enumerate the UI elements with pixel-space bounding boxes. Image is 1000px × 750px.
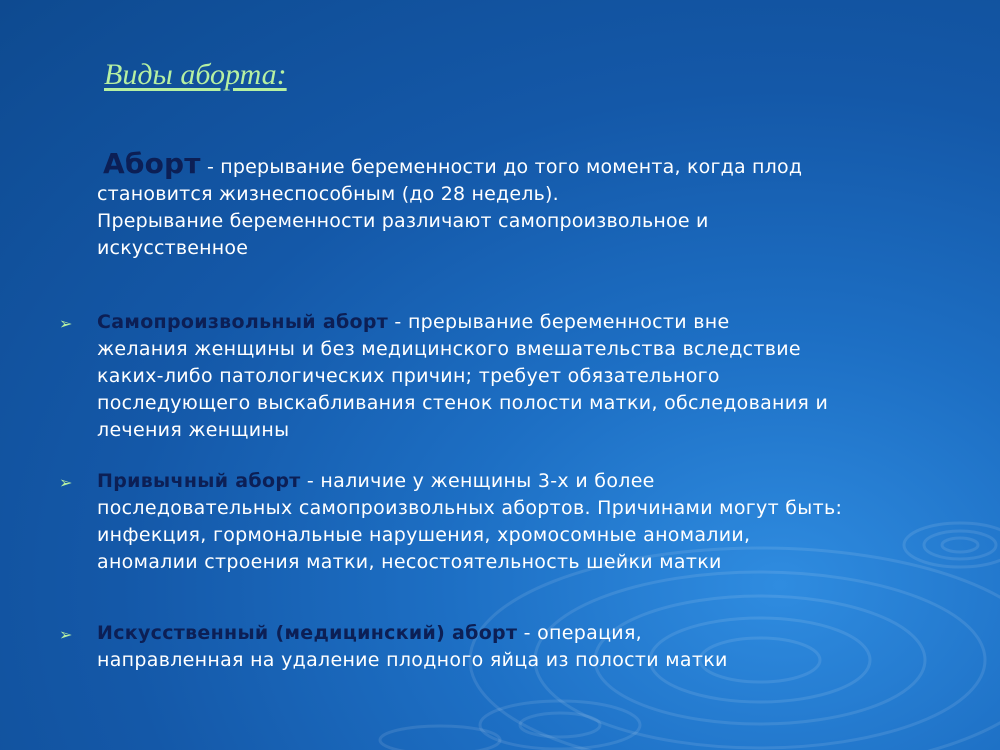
bullet-line-2: направленная на удаление плодного яйца из полости матки (97, 649, 728, 671)
bullet-arrow-icon: ➢ (59, 473, 73, 492)
bullet-term: Привычный аборт (97, 470, 301, 492)
bullet-line-2: последовательных самопроизвольных абортов. Причинами могут быть: (97, 497, 843, 519)
bullet-line-4: последующего выскабливания стенок полости матки, обследования и (97, 392, 829, 414)
bullet-line-4: аномалии строения матки, несостоятельность шейки матки (97, 551, 722, 573)
bullet-line-1: наличие у женщины 3-х и более (320, 470, 655, 492)
definition-line-1: прерывание беременности до того момента, когда плод (220, 156, 803, 178)
bullet-dash: - (300, 470, 321, 492)
bullet-arrow-icon: ➢ (59, 314, 73, 333)
bullet-term: Самопроизвольный аборт (97, 311, 389, 333)
bullet-line-3: инфекция, гормональные нарушения, хромосомные аномалии, (97, 524, 751, 546)
abortion-definition (97, 147, 917, 262)
list-item-habitual-abortion (59, 468, 947, 576)
bullet-line-2: желания женщины и без медицинского вмешательства вследствие (97, 338, 801, 360)
bullet-line-1: прерывание беременности вне (407, 311, 730, 333)
list-item-spontaneous-abortion (59, 309, 947, 444)
definition-line-3: Прерывание беременности различают самопроизвольное и (97, 210, 709, 232)
definition-term: Аборт (103, 147, 201, 180)
definition-line-2: становится жизнеспособным (до 28 недель). (97, 183, 559, 205)
bullet-term: Искусственный (медицинский) аборт (97, 622, 518, 644)
definition-line-4: искусственное (97, 237, 249, 259)
list-item-induced-abortion (59, 620, 947, 674)
bullet-line-5: лечения женщины (97, 419, 290, 441)
definition-dash: - (200, 156, 221, 178)
bullet-line-3: каких-либо патологических причин; требует обязательного (97, 365, 720, 387)
slide-title: Виды аборта: (104, 58, 287, 91)
bullet-dash: - (517, 622, 538, 644)
bullet-dash: - (388, 311, 408, 333)
bullet-arrow-icon: ➢ (59, 625, 73, 644)
bullet-line-1: операция, (537, 622, 643, 644)
